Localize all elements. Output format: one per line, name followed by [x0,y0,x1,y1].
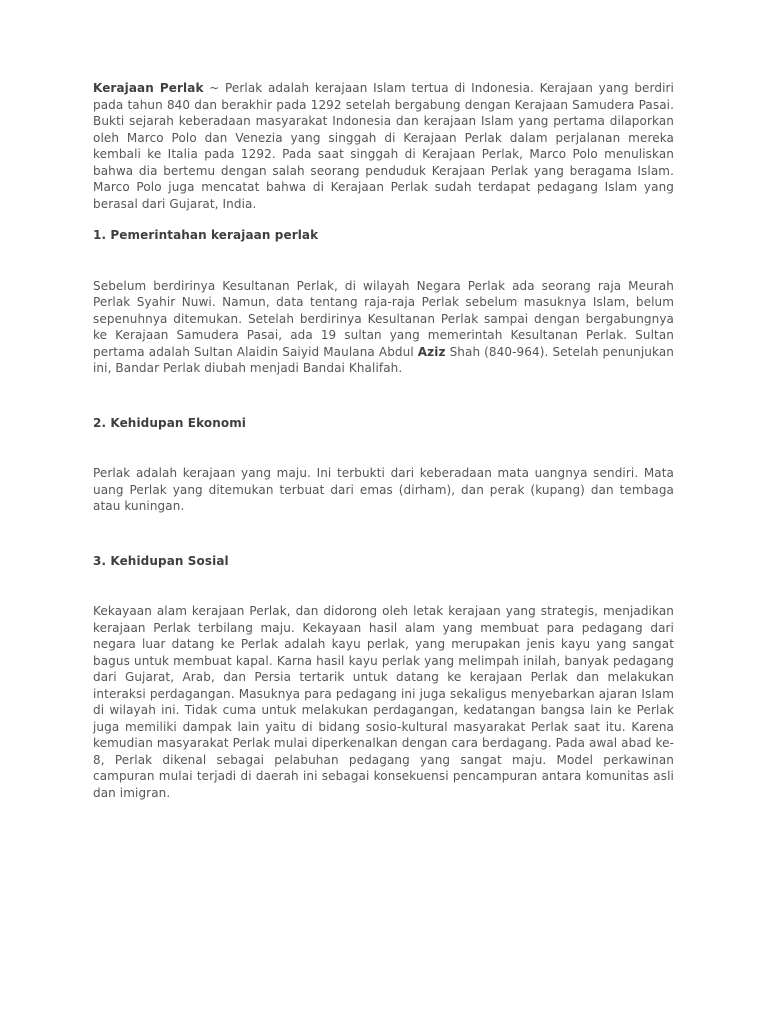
section-heading-ekonomi: 2. Kehidupan Ekonomi [93,415,247,430]
section-body-sosial: Kekayaan alam kerajaan Perlak, dan didorong oleh letak kerajaan yang strategis, menjadikan kerajaan Perlak terbilang maju. Kekayaan hasil alam yang membuat para pedagang dari negara luar datang ke Perlak adalah kayu perlak, yang merupakan jenis kayu yang sangat bagus untuk membuat kapal. Karna hasil kayu perlak yang melimpah inilah, banyak pedagang dari Gujarat, Arab, dan Persia tertarik untuk datang ke kerajaan Perlak dan melakukan interaksi perdagangan. Masuknya para pedagang ini juga sekaligus menyebarkan ajaran Islam di wilayah ini. Tidak cuma untuk melakukan perdagangan, kedatangan bangsa lain ke Perlak juga memiliki dampak lain yaitu di bidang sosio-kultural masyarakat Perlak saat itu. Karena kemudian masyarakat Perlak mulai diperkenalkan dengan cara berdagang. Pada awal abad ke-8, Perlak dikenal sebagai pelabuhan pedagang yang sangat maju. Model perkawinan campuran mulai terjadi di daerah ini sebagai konsekuensi pencampuran antara komunitas asli dan imigran. [93,604,674,800]
intro-paragraph [93,80,674,212]
section-heading-pemerintahan: 1. Pemerintahan kerajaan perlak [93,228,319,242]
body-text: Sebelum berdirinya Kesultanan Perlak, di wilayah Negara Perlak ada seorang raja Meurah Perlak Syahir Nuwi. Namun, data tentang raja-raja Perlak sebelum masuknya Islam, belum sepenuhnya ditemukan. Setelah berdirinya Kesultanan Perlak sampai dengan bergabungnya ke Kerajaan Samudera Pasai, ada 19 sultan yang memerintah Kesultanan Perlak. Sultan pertama adalah Sultan Alaidin Saiyid Maulana Abdul [93,278,674,359]
body-text: Shah (840-964). Setelah penunjukan ini, Bandar Perlak diubah menjadi Bandai Khalifah. [93,344,674,375]
intro-lead: Kerajaan Perlak [93,81,204,95]
body-bold-text: Aziz [417,344,446,359]
document-content [93,80,674,801]
section-body-ekonomi: Perlak adalah kerajaan yang maju. Ini terbukti dari keberadaan mata uangnya sendiri. Mata uang Perlak yang ditemukan terbuat dari emas (dirham), dan perak (kupang) dan tembaga atau kuningan. [93,466,674,513]
intro-text: ~ Perlak adalah kerajaan Islam tertua di Indonesia. Kerajaan yang berdiri pada tahun 840 dan berakhir pada 1292 setelah bergabung dengan Kerajaan Samudera Pasai. Bukti sejarah keberadaan masyarakat Indonesia dan kerajaan Islam yang pertama dilaporkan oleh Marco Polo dan Venezia yang singgah di Kerajaan Perlak dalam perjalanan mereka kembali ke Italia pada 1292. Pada saat singgah di Kerajaan Perlak, Marco Polo menuliskan bahwa dia bertemu dengan salah seorang penduduk Kerajaan Perlak yang beragama Islam. Marco Polo juga mencatat bahwa di Kerajaan Perlak sudah terdapat pedagang Islam yang berasal dari Gujarat, India. [93,81,674,211]
section-body-pemerintahan [93,278,674,377]
section-heading-sosial: 3. Kehidupan Sosial [93,553,229,568]
